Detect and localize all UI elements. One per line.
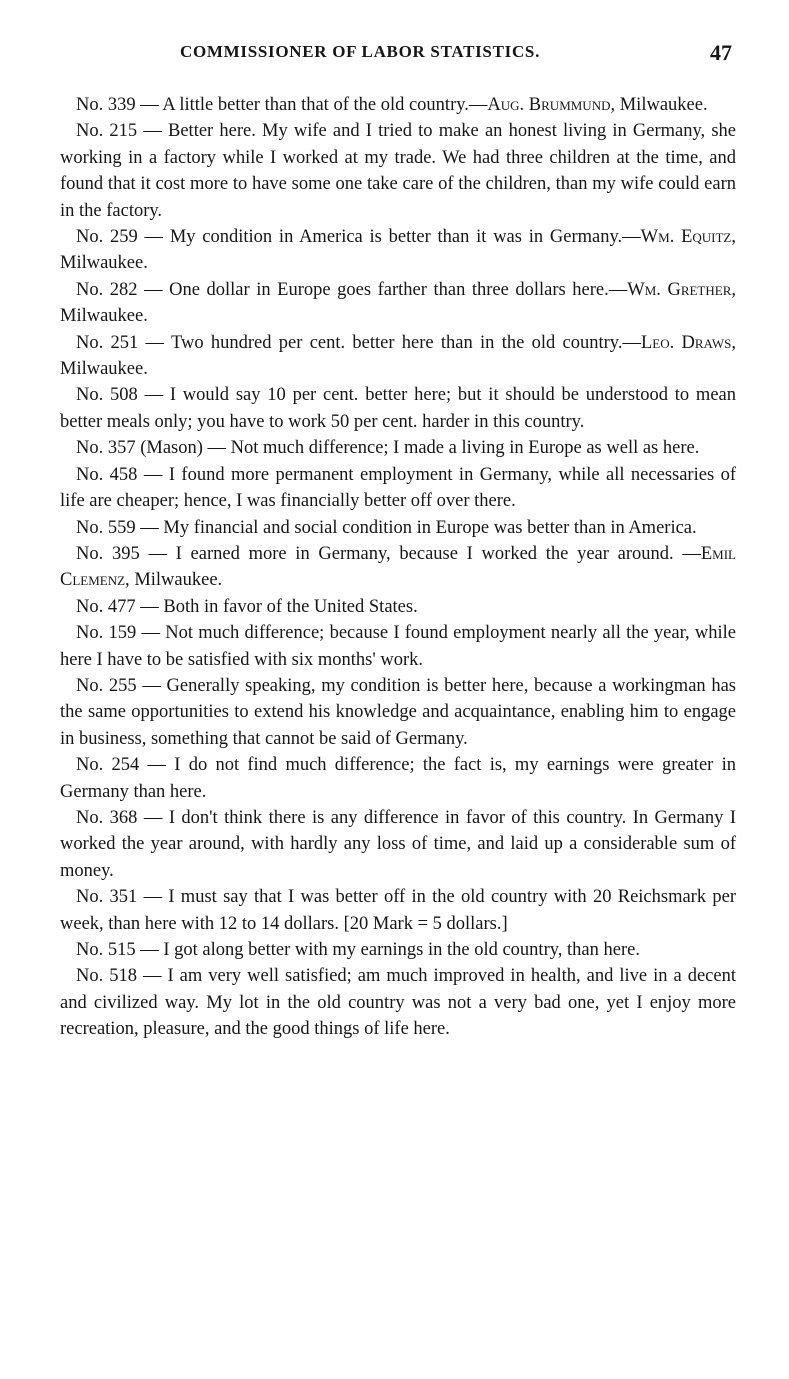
entry-number: No. 518 xyxy=(76,966,137,987)
entry-text: I got along better with my earnings in the old country, than here. xyxy=(163,940,640,960)
entry-text: My condition in America is better than it was in Germany.— xyxy=(169,227,641,248)
entry-368: No. 368 — I don't think there is any difference in favor of this country. In Germany I worked the year around, with hardly any loss of time, and laid up a considerable sum of money. xyxy=(60,807,736,881)
entry-282: No. 282 — One dollar in Europe goes farther than three dollars here.—Wm. Grether, Milwaukee. xyxy=(60,279,737,327)
testimony-list xyxy=(60,92,736,1043)
entry-508: No. 508 — I would say 10 per cent. better here; but it should be understood to mean better meals only; you have to work 50 per cent. harder in this country. xyxy=(60,385,736,432)
entry-339: No. 339 — A little better than that of the old country.—Aug. Brummund, Milwaukee. xyxy=(76,95,708,115)
entry-text: Not much difference; I made a living in Europe as well as here. xyxy=(230,438,700,459)
entry-477: No. 477 — Both in favor of the United States. xyxy=(76,596,418,617)
entry-text: I am very well satisfied; am much improved in health, and live in a decent and civilized way. My lot in the old country was not a very bad one, yet I enjoy more recreation, pleasure, and the good things of life here. xyxy=(60,966,736,1040)
entry-number: No. 339 xyxy=(76,95,136,115)
entry-number: No. 458 xyxy=(76,464,138,485)
entry-text: Generally speaking, my condition is better here, because a workingman has the same opportunities to extend his knowledge and acquaintance, enabling him to engage in business, something that cannot be said of Germany. xyxy=(60,675,736,749)
entry-351: No. 351 — I must say that I was better off in the old country with 20 Reichsmark per week, than here with 12 to 14 dollars. [20 Mark = 5 dollars.] xyxy=(60,887,736,934)
entry-number: No. 215 xyxy=(76,121,138,142)
entry-text: Not much difference; because I found employment nearly all the year, while here I have to be satisfied with six months' work. xyxy=(60,623,736,670)
entry-text: I found more permanent employment in Germany, while all necessaries of life are cheaper; hence, I was financially better off over there. xyxy=(60,464,736,512)
entry-number: No. 282 xyxy=(76,279,138,300)
entry-location: Milwaukee. xyxy=(60,306,148,327)
entry-number: No. 357 (Mason) xyxy=(76,438,203,459)
entry-215: No. 215 — Better here. My wife and I tried to make an honest living in Germany, she working in a factory while I worked at my trade. We had three children at the time, and found that it cost more to have some one take care of the children, than my wife could earn in the factory. xyxy=(60,121,736,221)
entry-location: Milwaukee. xyxy=(129,570,223,591)
entry-text: I do not find much difference; the fact is, my earnings were greater in Germany than here. xyxy=(60,755,736,802)
entry-signature: Emil Clemenz, xyxy=(60,543,736,591)
entry-location: Milwaukee. xyxy=(615,95,708,115)
entry-559: No. 559 — My financial and social condition in Europe was better than in America. xyxy=(76,517,697,538)
entry-515: No. 515 — I got along better with my earnings in the old country, than here. xyxy=(76,940,640,960)
entry-251: No. 251 — Two hundred per cent. better here than in the old country.—Leo. Draws, Milwaukee. xyxy=(60,332,736,380)
entry-159: No. 159 — Not much difference; because I found employment nearly all the year, while here I have to be satisfied with six months' work. xyxy=(60,623,736,670)
entry-text: I earned more in Germany, because I worked the year around. — xyxy=(175,543,701,564)
entry-signature: Wm. Equitz, xyxy=(640,227,737,248)
entry-number: No. 254 xyxy=(76,755,140,776)
entry-number: No. 559 xyxy=(76,517,136,538)
entry-number: No. 159 xyxy=(76,623,137,644)
entry-text: I don't think there is any difference in favor of this country. In Germany I worked the year around, with hardly any loss of time, and laid up a considerable sum of money. xyxy=(60,807,736,881)
entry-518: No. 518 — I am very well satisfied; am much improved in health, and live in a decent and civilized way. My lot in the old country was not a very bad one, yet I enjoy more recreation, pleasure, and the good things of life here. xyxy=(60,966,736,1040)
entry-number: No. 259 xyxy=(76,227,138,248)
entry-signature: Leo. Draws, xyxy=(640,332,736,353)
entry-259: No. 259 — My condition in America is better than it was in Germany.—Wm. Equitz, Milwaukee. xyxy=(60,227,737,274)
entry-357: No. 357 (Mason) — Not much difference; I made a living in Europe as well as here. xyxy=(76,438,700,459)
entry-text: I must say that I was better off in the old country with 20 Reichsmark per week, than here with 12 to 14 dollars. [20 Mark = 5 dollars.] xyxy=(60,887,736,934)
entry-254: No. 254 — I do not find much difference; the fact is, my earnings were greater in Germany than here. xyxy=(60,755,736,802)
entry-number: No. 255 xyxy=(76,675,137,696)
entry-255: No. 255 — Generally speaking, my condition is better here, because a workingman has the same opportunities to extend his knowledge and acquaintance, enabling him to engage in business, something that cannot be said of Germany. xyxy=(60,675,736,749)
entry-395: No. 395 — I earned more in Germany, because I worked the year around. —Emil Clemenz, Milwaukee. xyxy=(60,543,736,591)
entry-number: No. 515 xyxy=(76,940,136,960)
entry-458: No. 458 — I found more permanent employment in Germany, while all necessaries of life are cheaper; hence, I was financially better off over there. xyxy=(60,464,736,512)
entry-number: No. 251 xyxy=(76,332,139,353)
entry-text: One dollar in Europe goes farther than three dollars here.— xyxy=(169,279,628,300)
entry-number: No. 395 xyxy=(76,543,140,564)
entry-location: Milwaukee. xyxy=(60,253,148,274)
entry-number: No. 508 xyxy=(76,385,138,406)
page-number: 47 xyxy=(710,40,732,65)
entry-text: Both in favor of the United States. xyxy=(163,596,418,617)
entry-text: I would say 10 per cent. better here; but it should be understood to mean better meals only; you have to work 50 per cent. harder in this country. xyxy=(60,385,736,432)
running-header xyxy=(60,40,732,70)
entry-number: No. 368 xyxy=(76,807,138,828)
entry-signature: Aug. Brummund, xyxy=(487,95,616,115)
entry-location: Milwaukee. xyxy=(60,359,148,380)
running-title: COMMISSIONER OF LABOR STATISTICS. xyxy=(180,42,541,61)
entry-number: No. 351 xyxy=(76,887,138,908)
entry-text: My financial and social condition in Europe was better than in America. xyxy=(163,517,697,538)
entry-text: Better here. My wife and I tried to make an honest living in Germany, she working in a factory while I worked at my trade. We had three children at the time, and found that it cost more to have some one take care of the children, than my wife could earn in the factory. xyxy=(60,121,736,221)
entry-text: A little better than that of the old country.— xyxy=(162,95,488,115)
entry-number: No. 477 xyxy=(76,596,136,617)
entry-text: Two hundred per cent. better here than in the old country.— xyxy=(171,332,641,353)
entry-signature: Wm. Grether, xyxy=(627,279,737,300)
